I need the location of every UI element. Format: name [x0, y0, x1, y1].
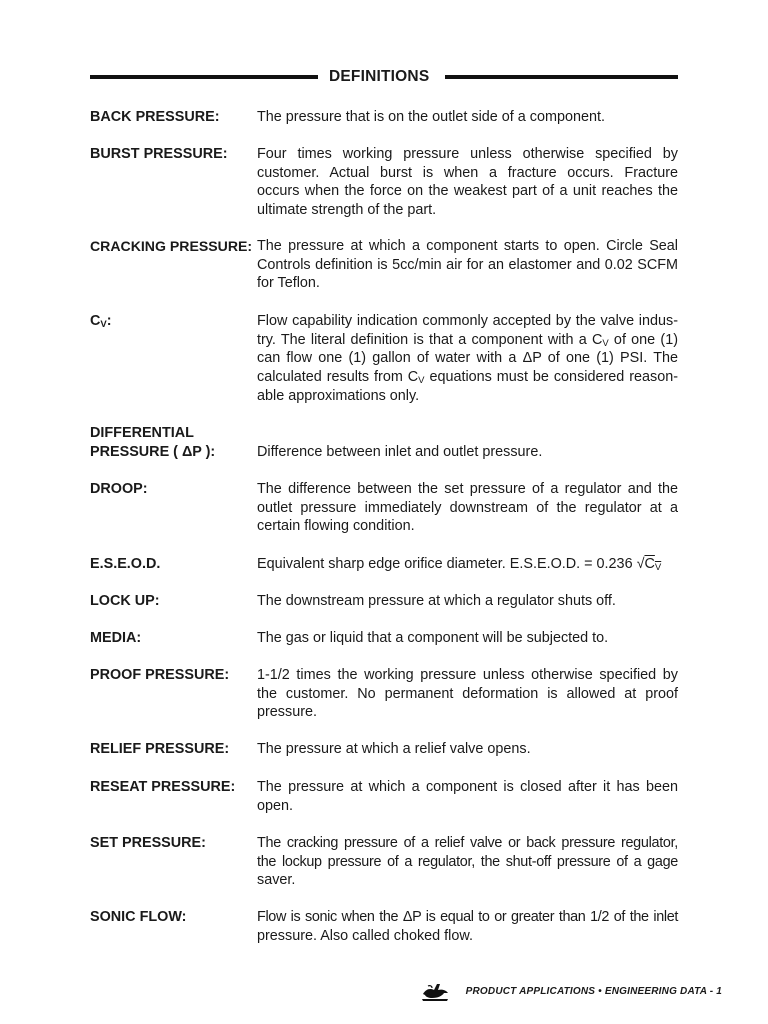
definition-term: SET PRESSURE: — [90, 835, 206, 851]
company-logo-icon — [420, 980, 450, 1002]
definition-term: $C_V$: — [90, 313, 112, 330]
definition-term: DIFFERENTIAL PRESSURE ( ΔP ): — [90, 425, 216, 460]
definition-term: DROOP: — [90, 481, 148, 497]
page-footer: PRODUCT APPLICATIONS • ENGINEERING DATA - 1 — [465, 986, 722, 997]
definition-text: 1-1/2 times the working pressure unless otherwise specified by the customer. No permanent deformation is allowed at proof pressure. — [257, 667, 678, 721]
definition-term: E.S.E.O.D. — [90, 556, 161, 572]
definition-text: The downstream pressure at which a regulator shuts off. — [257, 593, 616, 609]
definitions-header — [90, 67, 678, 87]
definition-text: Flow is sonic when the ΔP is equal to or greater than 1/2 of the inlet pressure. Also called choked flow. — [257, 909, 678, 944]
header-rule-left — [90, 75, 318, 79]
definition-term: CRACKING PRESSURE: — [90, 238, 253, 254]
page-title: DEFINITIONS — [329, 68, 430, 85]
definition-term: MEDIA: — [90, 630, 142, 646]
definition-text: Equivalent sharp edge orifice diameter. E.S.E.O.D. = 0.236 $√C_V$ — [257, 556, 662, 573]
definition-term: PROOF PRESSURE: — [90, 667, 230, 683]
definition-text: The pressure that is on the outlet side of a component. — [257, 109, 605, 125]
definition-term: SONIC FLOW: — [90, 909, 187, 925]
definition-text: The pressure at which a relief valve opens. — [257, 741, 531, 757]
definition-term: LOCK UP: — [90, 593, 160, 609]
definition-text: Difference between inlet and outlet pressure. — [257, 443, 543, 460]
definition-text: The gas or liquid that a component will be subjected to. — [257, 630, 609, 646]
definition-text: The cracking pressure of a relief valve or back pressure regulator, the lockup pressure of a regulator, the shut-off pressure of a gage saver. — [257, 835, 678, 889]
definition-text: Flow capability indication commonly accepted by the valve indus- try. The literal definition is that a component with a $C_V$ of one (1) can flow one (1) gallon of water with a ΔP of one (1) PSI. The calculated results from $C_V$ equations must be considered reason- able approximations only. — [257, 313, 678, 404]
definition-term: RELIEF PRESSURE: — [90, 741, 230, 757]
definition-term: RESEAT PRESSURE: — [90, 779, 236, 795]
definition-term: BURST PRESSURE: — [90, 146, 228, 162]
definition-text: The difference between the set pressure of a regulator and the outlet pressure immediately downstream of the regulator at a certain flowing condition. — [257, 481, 678, 535]
definition-text: Four times working pressure unless otherwise specified by customer. Actual burst is when a fracture occurs. Fracture occurs when the force on the weakest part of a unit reaches the ultimate strength of the part. — [257, 146, 678, 219]
header-rule-right — [445, 75, 678, 79]
definition-term: BACK PRESSURE: — [90, 109, 220, 125]
definition-text: The pressure at which a component starts to open. Circle Seal Controls definition is 5cc/min air for an elastomer and 0.02 SCFM for Teflon. — [257, 238, 678, 292]
definition-text: The pressure at which a component is closed after it has been open. — [257, 779, 678, 814]
